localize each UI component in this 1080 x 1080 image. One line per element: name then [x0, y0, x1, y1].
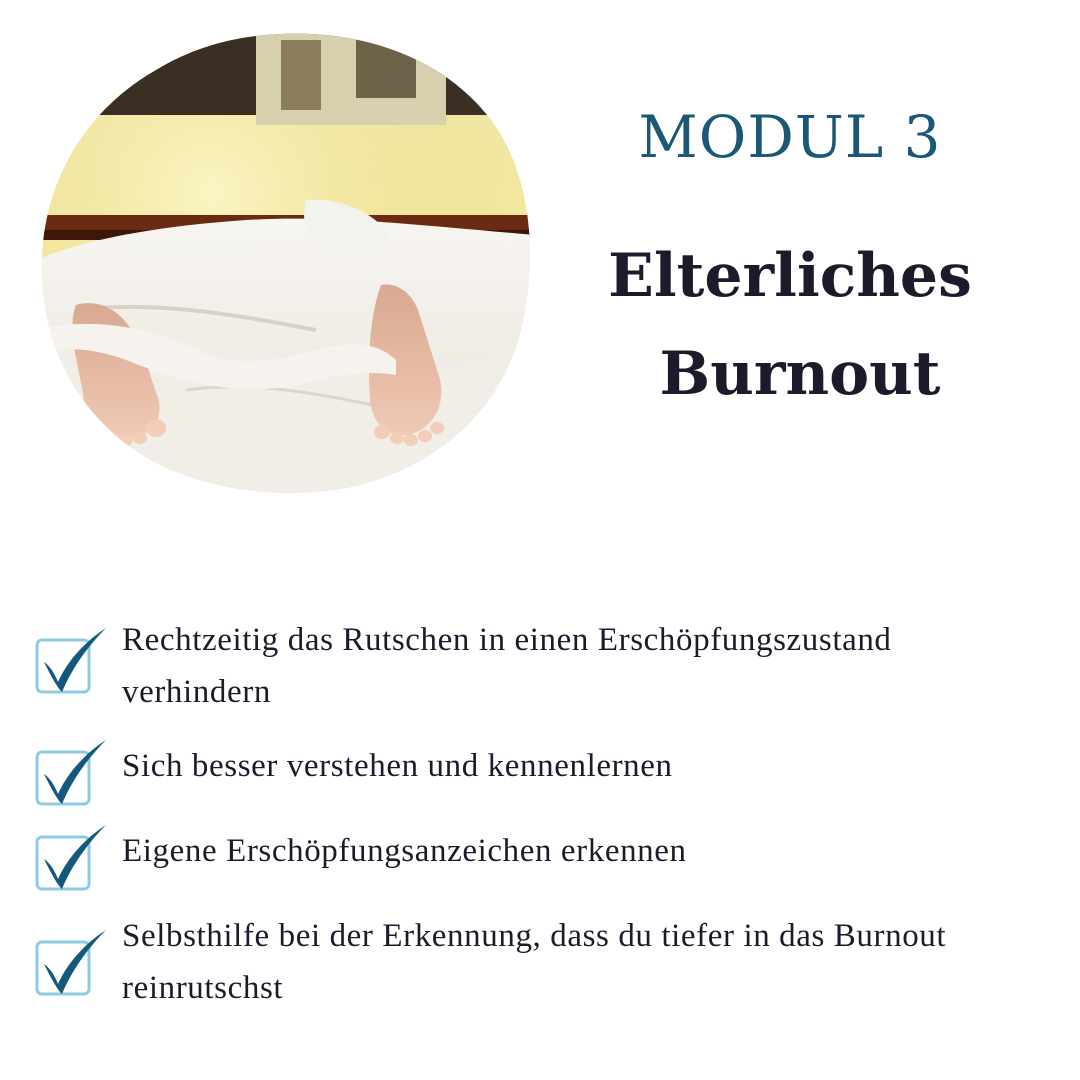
list-item-text-line-1: Eigene Erschöpfungsanzeichen erkennen [122, 833, 687, 869]
list-item-text-line-2: reinrutschst [122, 970, 284, 1006]
page-title-line-2: Burnout [659, 339, 941, 409]
checkmark-box-icon [34, 924, 110, 1000]
checkmark-box-icon [34, 622, 110, 698]
checkmark-box-icon [34, 734, 110, 810]
module-label: MODUL 3 [638, 103, 942, 171]
list-item-text-line-2: verhindern [122, 674, 271, 710]
page-title-line-1: Elterliches [608, 241, 972, 311]
list-item-text-line-1: Rechtzeitig das Rutschen in einen Erschöpfungszustand [122, 622, 892, 658]
checkmark-box-icon [34, 819, 110, 895]
list-item-text-line-1: Sich besser verstehen und kennenlernen [122, 748, 673, 784]
list-item-text-line-1: Selbsthilfe bei der Erkennung, dass du tiefer in das Burnout [122, 918, 947, 954]
